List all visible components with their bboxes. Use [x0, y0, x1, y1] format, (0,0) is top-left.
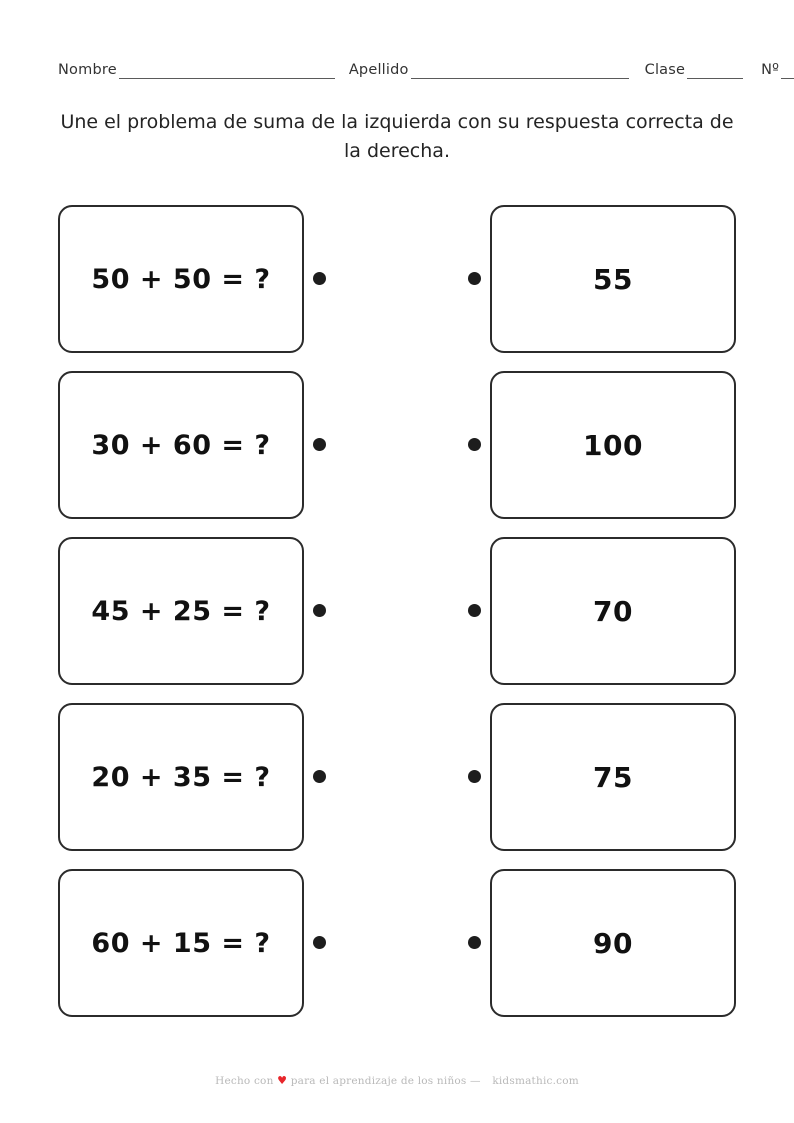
problem-card[interactable] — [58, 703, 304, 851]
problem-text: 45 + 25 = ? — [91, 595, 271, 627]
matching-row — [0, 362, 794, 528]
connector-dot-right[interactable] — [468, 272, 481, 285]
connector-dot-right[interactable] — [468, 770, 481, 783]
field-numero — [761, 62, 794, 79]
answer-card[interactable] — [490, 703, 736, 851]
field-apellido-input[interactable] — [411, 65, 629, 79]
matching-row — [0, 694, 794, 860]
problem-text: 60 + 15 = ? — [91, 927, 271, 959]
answer-card[interactable] — [490, 205, 736, 353]
connector-dot-left[interactable] — [313, 438, 326, 451]
footer-text-before: Hecho con — [215, 1075, 274, 1087]
footer — [0, 1074, 794, 1087]
instruction-text: Une el problema de suma de la izquierda con su respuesta correcta de la derecha. — [60, 111, 734, 162]
answer-text: 90 — [593, 926, 633, 960]
field-nombre-label: Nombre — [58, 62, 117, 78]
connector-dot-right[interactable] — [468, 438, 481, 451]
field-clase-input[interactable] — [687, 65, 743, 79]
field-clase — [645, 62, 744, 79]
answer-text: 100 — [583, 428, 643, 462]
problem-text: 50 + 50 = ? — [91, 263, 271, 295]
problem-card[interactable] — [58, 869, 304, 1017]
field-numero-input[interactable] — [781, 65, 794, 79]
field-numero-label: Nº — [761, 62, 780, 78]
student-info-header — [58, 62, 780, 79]
problem-card[interactable] — [58, 537, 304, 685]
field-apellido — [349, 62, 629, 79]
problem-card[interactable] — [58, 205, 304, 353]
problem-text: 20 + 35 = ? — [91, 761, 271, 793]
answer-text: 55 — [593, 262, 633, 296]
connector-dot-right[interactable] — [468, 936, 481, 949]
answer-card[interactable] — [490, 537, 736, 685]
answer-text: 70 — [593, 594, 633, 628]
connector-dot-left[interactable] — [313, 272, 326, 285]
field-clase-label: Clase — [644, 62, 686, 78]
footer-site-link[interactable]: kidsmathic.com — [492, 1075, 579, 1087]
answer-card[interactable] — [490, 371, 736, 519]
connector-dot-left[interactable] — [313, 936, 326, 949]
connector-dot-right[interactable] — [468, 604, 481, 617]
matching-exercise — [0, 196, 794, 1026]
heart-icon: ♥ — [277, 1074, 288, 1087]
footer-text-after: para el aprendizaje de los niños — — [290, 1075, 481, 1087]
matching-row — [0, 196, 794, 362]
problem-card[interactable] — [58, 371, 304, 519]
problem-text: 30 + 60 = ? — [91, 429, 271, 461]
field-nombre-input[interactable] — [119, 65, 335, 79]
matching-row — [0, 860, 794, 1026]
matching-row — [0, 528, 794, 694]
answer-card[interactable] — [490, 869, 736, 1017]
connector-dot-left[interactable] — [313, 604, 326, 617]
field-nombre — [58, 62, 335, 79]
connector-dot-left[interactable] — [313, 770, 326, 783]
field-apellido-label: Apellido — [348, 62, 409, 78]
answer-text: 75 — [593, 760, 633, 794]
